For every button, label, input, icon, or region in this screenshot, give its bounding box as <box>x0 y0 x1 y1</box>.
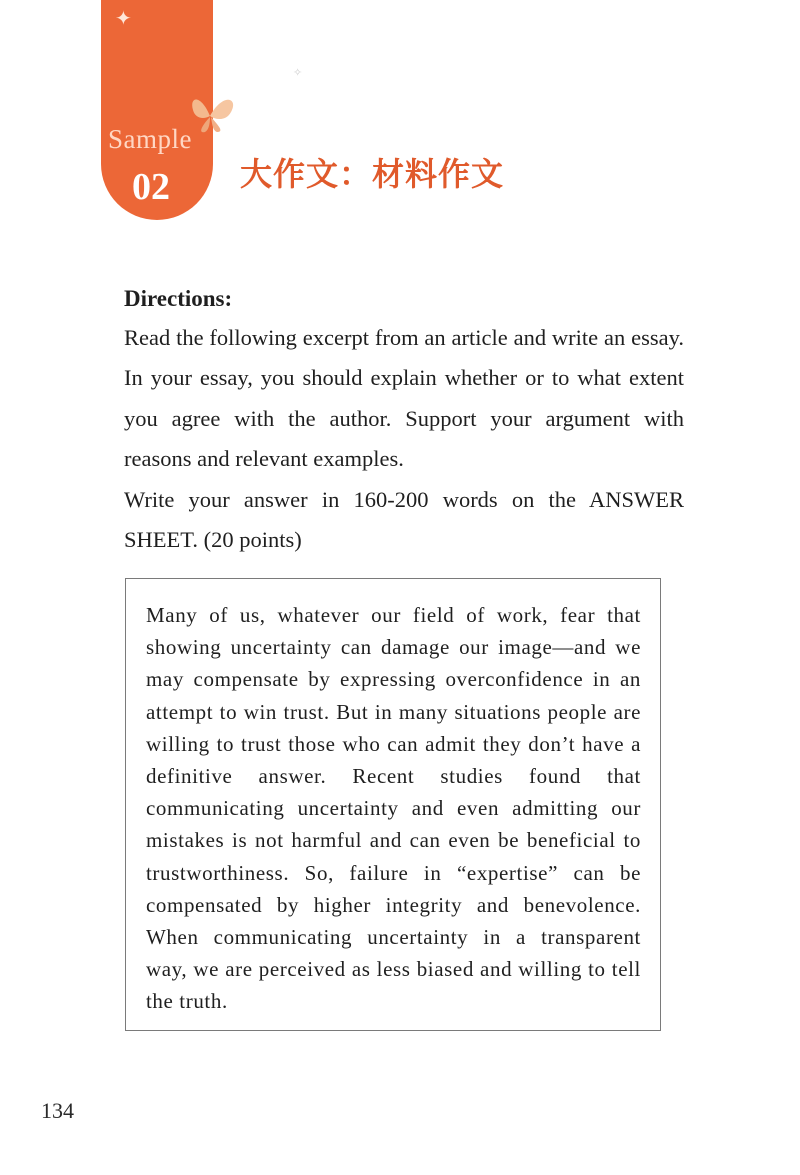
sample-number: 02 <box>132 166 170 208</box>
directions-body <box>124 318 684 560</box>
decorative-star-icon: ✧ <box>293 66 303 79</box>
page-number: 134 <box>41 1098 74 1123</box>
excerpt-text: Many of us, whatever our field of work, fear that showing uncertainty can damage our image—and we may compensate by expressing overconfidence in an attempt to win trust. But in many situations people are willing to trust those who can admit they don’t have a definitive answer. Recent studies found that communicating uncertainty and even admitting our mistakes is not harmful and can even be beneficial to trustworthiness. So, failure in “expertise” can be compensated by higher integrity and benevolence. When communicating uncertainty in a transparent way, we are perceived as less biased and willing to tell the truth. <box>146 603 641 1014</box>
sample-label: Sample <box>108 124 192 154</box>
directions-paragraph: Write your answer in 160-200 words on the ANSWER SHEET. (20 points) <box>124 486 684 553</box>
butterfly-icon <box>183 90 239 138</box>
directions-label: Directions: <box>124 286 233 311</box>
directions-paragraph: Read the following excerpt from an article and write an essay. In your essay, you should explain whether or to what extent you agree with the author. Support your argument with reasons and relevant examples. <box>124 325 684 472</box>
page-heading: 大作文：材料作文 <box>240 155 505 193</box>
sparkle-icon: ✦ <box>115 6 132 30</box>
